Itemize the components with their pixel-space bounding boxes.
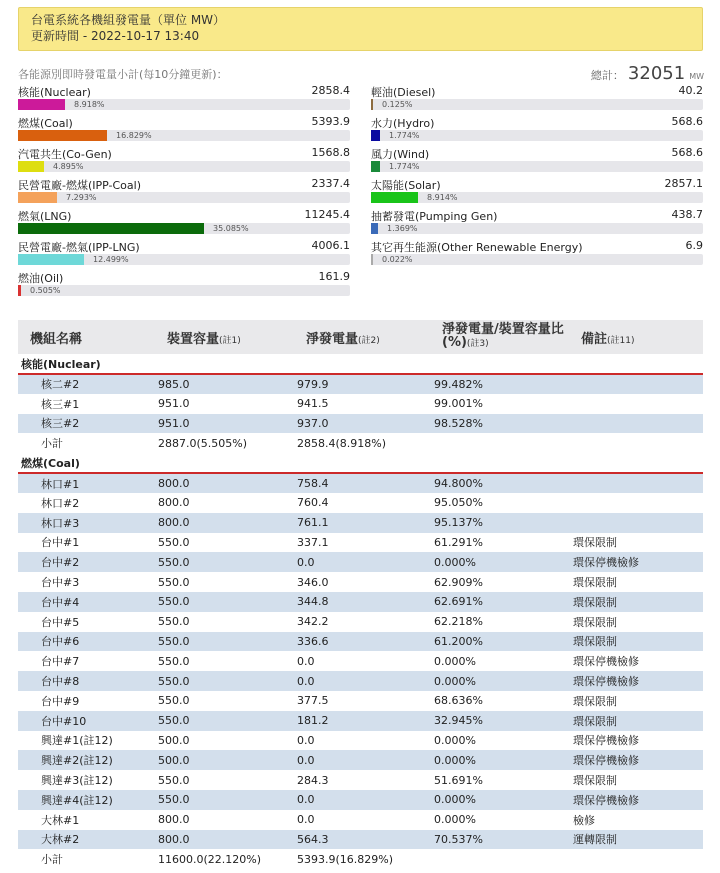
ratio-cell: 32.945% [429, 711, 568, 731]
energy-share-bar [371, 99, 703, 110]
energy-share-bar [18, 192, 350, 203]
remark-cell: 環保限制 [568, 592, 703, 612]
energy-source-item [371, 208, 703, 238]
energy-share-percent: 1.774% [389, 131, 420, 140]
energy-share-bar [371, 192, 703, 203]
energy-source-value: 2858.4 [311, 84, 350, 97]
net-output-cell: 941.5 [297, 397, 329, 411]
energy-source-item [18, 177, 350, 207]
capacity-cell: 550.0 [155, 632, 293, 652]
energy-share-percent: 1.369% [387, 224, 418, 233]
energy-share-percent: 8.918% [74, 100, 105, 109]
col-ratio: 淨發電量/裝置容量比(%)(註3) [429, 320, 568, 354]
table-row [18, 394, 703, 414]
ratio-cell: 0.000% [434, 813, 476, 827]
remark-cell: 環保停機檢修 [573, 734, 639, 748]
energy-share-percent: 0.022% [382, 255, 413, 264]
ratio-cell: 0.000% [429, 552, 568, 572]
energy-share-percent: 16.829% [116, 131, 152, 140]
ratio-cell: 95.050% [434, 496, 483, 510]
energy-share-bar [18, 285, 350, 296]
unit-name-cell: 小計 [41, 437, 63, 451]
energy-source-item [18, 239, 350, 269]
net-output-cell: 0.0 [297, 813, 315, 827]
energy-source-item [18, 270, 350, 300]
energy-share-fill [18, 223, 204, 234]
unit-name-cell: 林口#2 [41, 496, 80, 510]
unit-name-cell: 興達#2(註12) [18, 750, 155, 770]
net-output-cell: 0.0 [293, 671, 429, 691]
net-output-cell: 758.4 [293, 473, 429, 493]
col-capacity: 裝置容量(註1) [155, 320, 293, 354]
table-row [18, 651, 703, 671]
remark-cell: 環保限制 [573, 774, 617, 788]
energy-source-name: 燃煤(Coal) [18, 117, 73, 130]
summary-caption: 各能源別即時發電量小計(每10分鐘更新)： [18, 68, 228, 81]
energy-source-value: 568.6 [671, 146, 703, 159]
table-header-row [18, 320, 703, 354]
table-row [18, 414, 703, 434]
energy-source-item [371, 146, 703, 176]
table-row [18, 691, 703, 711]
remark-cell: 環保限制 [573, 694, 617, 708]
capacity-cell: 550.0 [158, 535, 190, 549]
remark-cell: 環保限制 [568, 632, 703, 652]
header-banner [18, 7, 703, 51]
energy-share-percent: 1.774% [389, 162, 420, 171]
unit-name-cell: 核三#2 [18, 414, 155, 434]
ratio-cell: 98.528% [429, 414, 568, 434]
unit-name-cell: 台中#8 [18, 671, 155, 691]
energy-share-percent: 12.499% [93, 255, 129, 264]
energy-source-item [18, 208, 350, 238]
capacity-cell: 951.0 [158, 397, 190, 411]
table-row [18, 830, 703, 850]
unit-name-cell: 興達#4(註12) [18, 790, 155, 810]
remark-cell: 環保限制 [568, 711, 703, 731]
capacity-cell: 500.0 [155, 750, 293, 770]
unit-name-cell: 台中#10 [18, 711, 155, 731]
energy-share-fill [18, 99, 65, 110]
remark-cell [568, 493, 703, 513]
energy-share-bar [18, 130, 350, 141]
group-name: 燃煤(Coal) [18, 453, 703, 473]
table-row [18, 493, 703, 513]
energy-share-percent: 0.125% [382, 100, 413, 109]
remark-cell: 檢修 [573, 813, 595, 827]
net-output-cell: 344.8 [293, 592, 429, 612]
table-row [18, 533, 703, 553]
table-row [18, 790, 703, 810]
table-row [18, 572, 703, 592]
energy-share-bar [18, 223, 350, 234]
energy-source-value: 568.6 [671, 115, 703, 128]
group-name: 核能(Nuclear) [18, 354, 703, 374]
capacity-cell: 550.0 [158, 615, 190, 629]
energy-share-fill [18, 254, 84, 265]
remark-cell: 環保限制 [573, 615, 617, 629]
net-output-cell: 2858.4(8.918%) [297, 436, 387, 450]
remark-cell [568, 394, 703, 414]
col-net-output: 淨發電量(註2) [293, 320, 429, 354]
capacity-cell: 800.0 [155, 513, 293, 533]
energy-source-name: 民營電廠-燃煤(IPP-Coal) [18, 179, 141, 192]
table-row [18, 552, 703, 572]
remark-cell: 環保停機檢修 [568, 671, 703, 691]
remark-cell [568, 433, 703, 453]
net-output-cell: 5393.9(16.829%) [297, 852, 394, 866]
net-output-cell: 377.5 [297, 694, 329, 708]
total-output [591, 63, 704, 84]
energy-source-name: 民營電廠-燃氣(IPP-LNG) [18, 241, 140, 254]
energy-source-name: 抽蓄發電(Pumping Gen) [371, 210, 498, 223]
remark-cell [568, 473, 703, 493]
capacity-cell: 550.0 [155, 790, 293, 810]
energy-share-fill [18, 192, 57, 203]
table-row [18, 473, 703, 493]
remark-cell [568, 414, 703, 434]
unit-name-cell: 興達#1(註12) [41, 734, 113, 748]
energy-source-name: 太陽能(Solar) [371, 179, 441, 192]
ratio-cell: 0.000% [429, 671, 568, 691]
net-output-cell: 0.0 [297, 654, 315, 668]
energy-share-bar [18, 254, 350, 265]
net-output-cell: 336.6 [293, 632, 429, 652]
energy-share-fill [371, 192, 418, 203]
total-value: 32051 [627, 63, 686, 84]
capacity-cell: 800.0 [158, 813, 190, 827]
ratio-cell: 0.000% [429, 750, 568, 770]
energy-source-value: 11245.4 [304, 208, 350, 221]
net-output-cell: 342.2 [297, 615, 329, 629]
remark-cell: 環保停機檢修 [568, 552, 703, 572]
energy-source-item [18, 115, 350, 145]
unit-name-cell: 台中#1 [41, 536, 80, 550]
net-output-cell: 0.0 [297, 733, 315, 747]
net-output-cell: 761.1 [293, 513, 429, 533]
table-row [18, 612, 703, 632]
unit-name-cell: 大林#1 [41, 813, 80, 827]
ratio-cell: 0.000% [434, 654, 476, 668]
energy-share-bar [18, 161, 350, 172]
table-row [18, 731, 703, 751]
unit-name-cell: 台中#2 [18, 552, 155, 572]
ratio-cell: 68.636% [434, 694, 483, 708]
net-output-cell: 979.9 [293, 374, 429, 394]
energy-share-fill [371, 130, 380, 141]
remark-cell [568, 374, 703, 394]
ratio-cell: 70.537% [429, 830, 568, 850]
energy-share-fill [371, 99, 373, 110]
energy-source-name: 汽電共生(Co-Gen) [18, 148, 112, 161]
capacity-cell: 550.0 [158, 773, 190, 787]
update-time: 更新時間 - 2022-10-17 13:40 [31, 29, 200, 43]
energy-share-fill [18, 285, 21, 296]
ratio-cell: 99.001% [434, 397, 483, 411]
net-output-cell: 0.0 [293, 750, 429, 770]
capacity-cell: 2887.0(5.505%) [158, 436, 248, 450]
energy-source-value: 1568.8 [311, 146, 350, 159]
total-label: 總計： [590, 69, 624, 82]
capacity-cell: 550.0 [155, 592, 293, 612]
energy-share-percent: 4.895% [53, 162, 84, 171]
energy-source-value: 5393.9 [311, 115, 350, 128]
energy-share-percent: 7.293% [66, 193, 97, 202]
net-output-cell: 0.0 [293, 790, 429, 810]
energy-source-name: 其它再生能源(Other Renewable Energy) [371, 241, 583, 254]
capacity-cell: 800.0 [155, 473, 293, 493]
capacity-cell: 800.0 [158, 496, 190, 510]
remark-cell [568, 513, 703, 533]
net-output-cell: 760.4 [297, 496, 329, 510]
energy-source-value: 6.9 [685, 239, 703, 252]
ratio-cell: 61.291% [434, 535, 483, 549]
col-remark: 備註(註11) [568, 320, 703, 354]
unit-table [18, 320, 703, 869]
energy-source-item [371, 84, 703, 114]
energy-source-name: 風力(Wind) [371, 148, 430, 161]
table-group-row [18, 453, 703, 473]
net-output-cell: 937.0 [293, 414, 429, 434]
page-title: 台電系統各機組發電量（單位 MW） [31, 13, 226, 27]
remark-cell: 環保停機檢修 [568, 790, 703, 810]
table-row [18, 374, 703, 394]
energy-source-name: 燃氣(LNG) [18, 210, 72, 223]
energy-source-item [371, 239, 703, 269]
energy-share-percent: 8.914% [427, 193, 458, 202]
ratio-cell: 94.800% [429, 473, 568, 493]
energy-share-bar [371, 254, 703, 265]
col-unit-name: 機組名稱 [18, 320, 155, 354]
ratio-cell: 51.691% [434, 773, 483, 787]
energy-source-item [18, 84, 350, 114]
ratio-cell: 99.482% [429, 374, 568, 394]
capacity-cell: 550.0 [155, 552, 293, 572]
energy-share-fill [371, 254, 373, 265]
unit-name-cell: 台中#6 [18, 632, 155, 652]
remark-cell: 環保停機檢修 [573, 655, 639, 669]
unit-name-cell: 小計 [41, 853, 63, 867]
energy-share-fill [18, 161, 44, 172]
table-row [18, 632, 703, 652]
unit-name-cell: 林口#1 [18, 473, 155, 493]
ratio-cell [429, 433, 568, 453]
unit-name-cell: 核二#2 [18, 374, 155, 394]
table-row [18, 750, 703, 770]
energy-source-item [18, 146, 350, 176]
energy-share-bar [371, 130, 703, 141]
net-output-cell: 346.0 [297, 575, 329, 589]
ratio-cell: 62.218% [434, 615, 483, 629]
energy-share-bar [371, 161, 703, 172]
remark-cell: 運轉限制 [568, 830, 703, 850]
energy-source-name: 水力(Hydro) [371, 117, 435, 130]
energy-source-value: 40.2 [678, 84, 703, 97]
remark-cell: 環保限制 [573, 536, 617, 550]
capacity-cell: 500.0 [158, 733, 190, 747]
energy-share-bar [18, 99, 350, 110]
table-row [18, 433, 703, 453]
table-row [18, 849, 703, 869]
unit-name-cell: 台中#7 [41, 655, 80, 669]
energy-share-fill [371, 223, 378, 234]
ratio-cell: 62.691% [429, 592, 568, 612]
table-row [18, 810, 703, 830]
ratio-cell: 0.000% [434, 733, 476, 747]
net-output-cell: 0.0 [293, 552, 429, 572]
energy-source-value: 161.9 [318, 270, 350, 283]
capacity-cell: 985.0 [155, 374, 293, 394]
capacity-cell: 11600.0(22.120%) [158, 852, 262, 866]
energy-source-item [371, 177, 703, 207]
ratio-cell [429, 849, 568, 869]
capacity-cell: 800.0 [155, 830, 293, 850]
unit-name-cell: 林口#3 [18, 513, 155, 533]
energy-source-value: 2337.4 [311, 177, 350, 190]
ratio-cell: 61.200% [429, 632, 568, 652]
capacity-cell: 550.0 [158, 575, 190, 589]
energy-share-bar [371, 223, 703, 234]
capacity-cell: 550.0 [155, 711, 293, 731]
capacity-cell: 550.0 [158, 654, 190, 668]
energy-share-fill [18, 130, 107, 141]
unit-name-cell: 興達#3(註12) [41, 774, 113, 788]
energy-source-name: 核能(Nuclear) [18, 86, 91, 99]
table-row [18, 592, 703, 612]
unit-name-cell: 大林#2 [18, 830, 155, 850]
unit-name-cell: 台中#4 [18, 592, 155, 612]
energy-source-name: 輕油(Diesel) [371, 86, 436, 99]
table-row [18, 671, 703, 691]
total-unit: MW [689, 72, 704, 81]
energy-source-item [371, 115, 703, 145]
capacity-cell: 550.0 [155, 671, 293, 691]
energy-source-value: 2857.1 [664, 177, 703, 190]
capacity-cell: 550.0 [158, 694, 190, 708]
net-output-cell: 284.3 [297, 773, 329, 787]
unit-name-cell: 核三#1 [41, 397, 80, 411]
net-output-cell: 337.1 [297, 535, 329, 549]
net-output-cell: 181.2 [293, 711, 429, 731]
remark-cell: 環保停機檢修 [568, 750, 703, 770]
ratio-cell: 95.137% [429, 513, 568, 533]
energy-share-percent: 35.085% [213, 224, 249, 233]
ratio-cell: 62.909% [434, 575, 483, 589]
table-group-row [18, 354, 703, 374]
energy-source-name: 燃油(Oil) [18, 272, 64, 285]
remark-cell: 環保限制 [573, 576, 617, 590]
unit-name-cell: 台中#9 [41, 694, 80, 708]
energy-share-fill [371, 161, 380, 172]
energy-share-percent: 0.505% [30, 286, 61, 295]
table-row [18, 770, 703, 790]
table-row [18, 513, 703, 533]
energy-source-value: 438.7 [671, 208, 703, 221]
remark-cell [568, 849, 703, 869]
energy-source-value: 4006.1 [311, 239, 350, 252]
ratio-cell: 0.000% [429, 790, 568, 810]
unit-name-cell: 台中#3 [41, 576, 80, 590]
table-row [18, 711, 703, 731]
capacity-cell: 951.0 [155, 414, 293, 434]
unit-name-cell: 台中#5 [41, 615, 80, 629]
net-output-cell: 564.3 [293, 830, 429, 850]
